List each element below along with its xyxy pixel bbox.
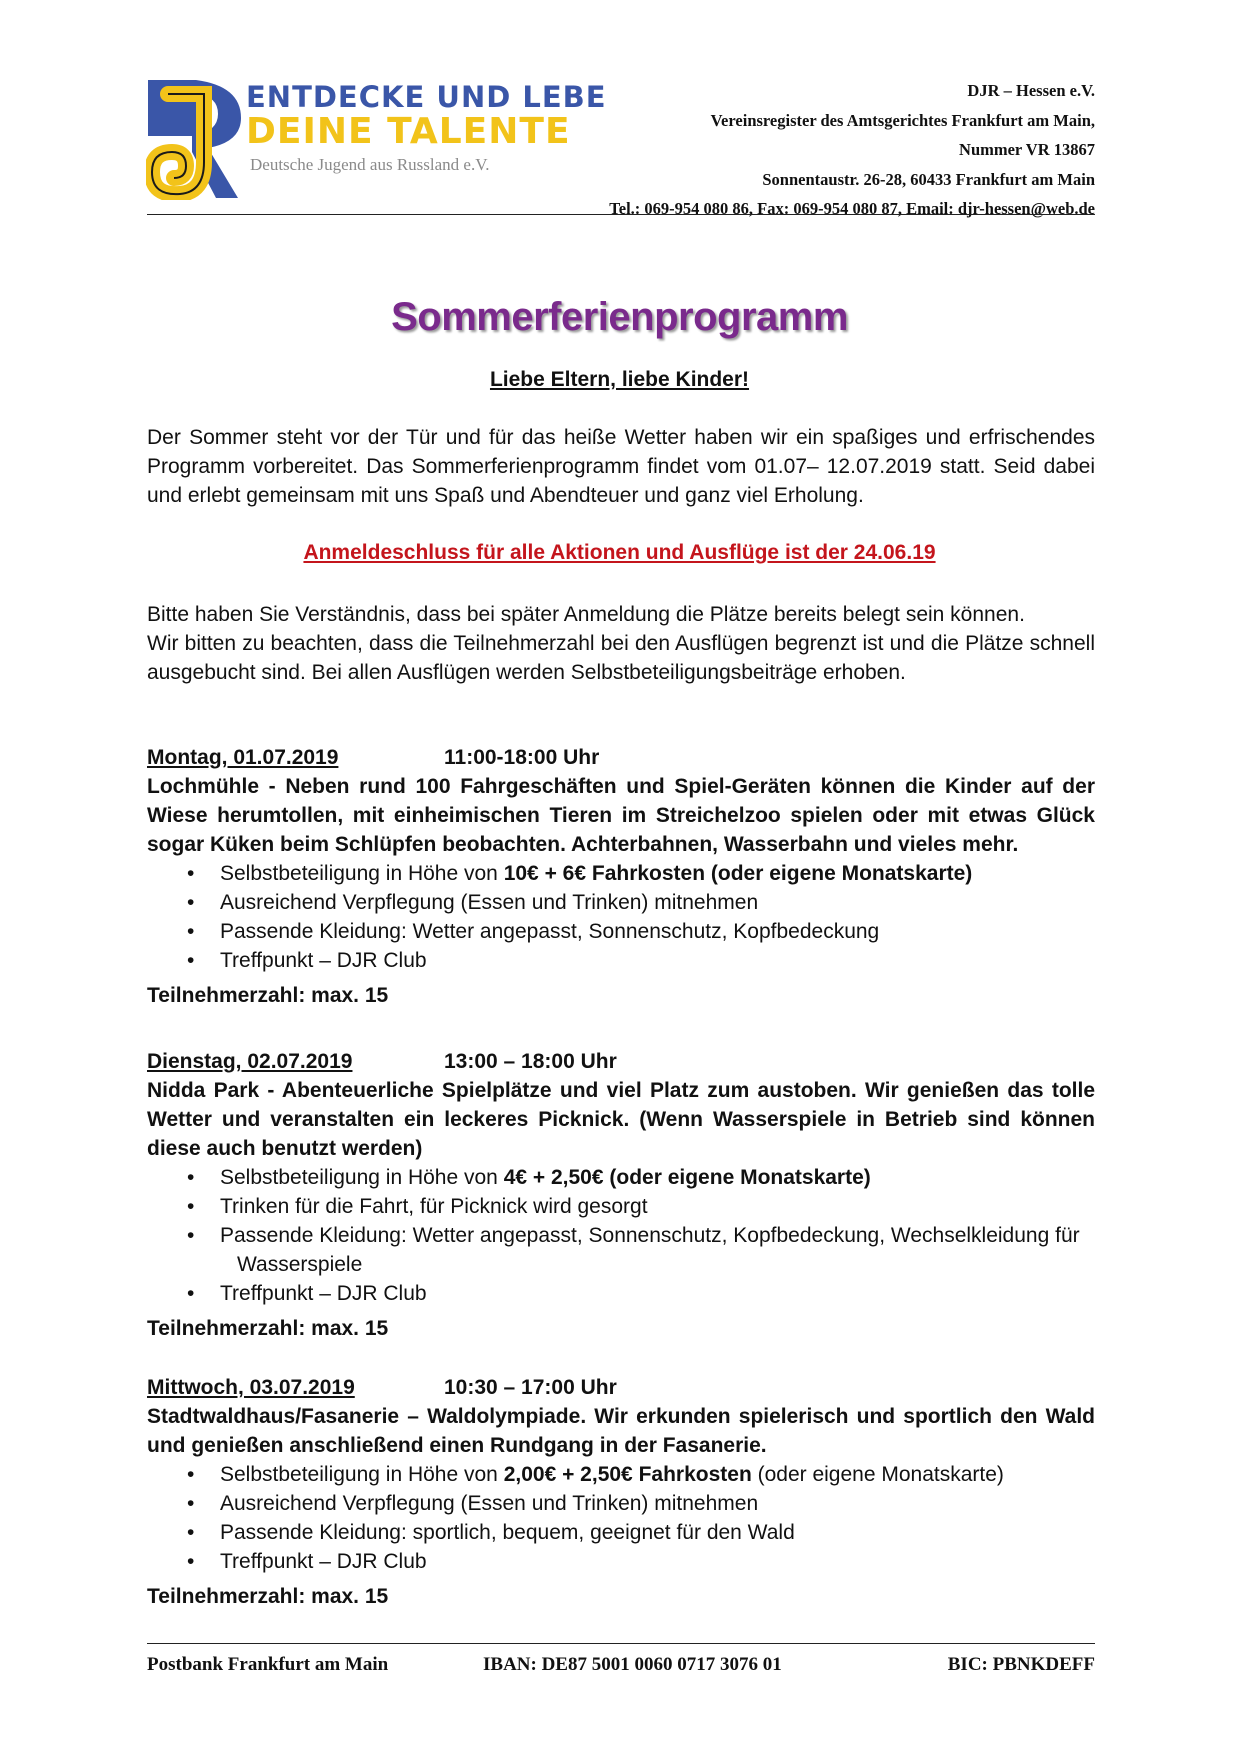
list-item [147, 1192, 1095, 1221]
list-item [147, 1460, 1095, 1489]
djr-logo [146, 80, 607, 200]
participant-limit: Teilnehmerzahl: max. 15 [147, 1585, 389, 1608]
event-monday [147, 743, 1095, 1010]
item-text: Passende Kleidung: sportlich, bequem, geeignet für den Wald [220, 1521, 795, 1544]
bullet-icon: • [187, 862, 195, 885]
event-details-list [147, 1163, 1095, 1308]
event-details-list [147, 1460, 1095, 1576]
notice-paragraph [147, 600, 1095, 687]
bullet-icon: • [187, 1224, 195, 1247]
notice-line: Wir bitten zu beachten, dass die Teilnehmerzahl bei den Ausflügen begrenzt ist und die Plätze schnell ausgebucht sind. Bei allen Ausflügen werden Selbstbeteiligungsbeiträge erhoben. [147, 632, 1095, 684]
logo-slogan-line1: ENTDECKE UND LEBE [246, 80, 607, 114]
bullet-icon: • [187, 1463, 195, 1486]
djr-logo-mark-icon [146, 80, 246, 200]
org-contact: Tel.: 069-954 080 86, Fax: 069-954 080 87, Email: djr-hessen@web.de [609, 199, 1095, 219]
participant-limit: Teilnehmerzahl: max. 15 [147, 1317, 389, 1340]
item-text: Passende Kleidung: Wetter angepasst, Sonnenschutz, Kopfbedeckung, Wechselkleidung für [220, 1224, 1080, 1247]
event-header [147, 743, 1095, 772]
list-item [147, 1518, 1095, 1547]
event-description: Lochmühle - Neben rund 100 Fahrgeschäften und Spiel-Geräten können die Kinder auf der Wiese herumtollen, mit einheimischen Tieren im Streichelzoo spielen oder mit etwas Glück sogar Küken beim Schlüpfen beobachten. Achterbahnen, Wasserbahn und vieles mehr. [147, 775, 1095, 856]
intro-paragraph: Der Sommer steht vor der Tür und für das heiße Wetter haben wir ein spaßiges und erfrischendes Programm vorbereitet. Das Sommerferienprogramm findet vom 01.07– 12.07.2019 statt. Seid dabei und erlebt gemeinsam mit uns Spaß und Abendteuer und ganz viel Erholung. [147, 426, 1095, 507]
list-item [147, 1221, 1095, 1279]
event-date: Mittwoch, 03.07.2019 [147, 1376, 355, 1399]
event-time: 10:30 – 17:00 Uhr [444, 1376, 617, 1399]
logo-slogan-line2: DEINE TALENTE [246, 111, 571, 152]
item-text: Selbstbeteiligung in Höhe von [220, 1463, 504, 1486]
header-divider [147, 214, 1095, 215]
organisation-details [609, 76, 1095, 224]
event-date: Dienstag, 02.07.2019 [147, 1050, 353, 1073]
page-title: Sommerferienprogramm [391, 295, 848, 339]
list-item [147, 1489, 1095, 1518]
item-text: Passende Kleidung: Wetter angepasst, Sonnenschutz, Kopfbedeckung [220, 920, 880, 943]
item-text: Treffpunkt – DJR Club [220, 1282, 427, 1305]
list-item [147, 917, 1095, 946]
list-item [147, 1163, 1095, 1192]
event-time: 13:00 – 18:00 Uhr [444, 1050, 617, 1073]
footer-bic: BIC: PBNKDEFF [947, 1654, 1095, 1675]
bullet-icon: • [187, 1492, 195, 1515]
item-text: Selbstbeteiligung in Höhe von [220, 1166, 504, 1189]
bullet-icon: • [187, 1195, 195, 1218]
item-text: Selbstbeteiligung in Höhe von [220, 862, 504, 885]
event-details-list [147, 859, 1095, 975]
bullet-icon: • [187, 1282, 195, 1305]
item-emphasis: 4€ + 2,50€ (oder eigene Monatskarte) [503, 1166, 871, 1189]
item-text-after: (oder eigene Monatskarte) [751, 1463, 1004, 1486]
org-address: Sonnentaustr. 26-28, 60433 Frankfurt am Main [762, 169, 1095, 189]
event-description: Stadtwaldhaus/Fasanerie – Waldolympiade. Wir erkunden spielerisch und sportlich den Wald und genießen anschließend einen Rundgang in der Fasanerie. [147, 1405, 1095, 1457]
list-item [147, 1547, 1095, 1576]
list-item [147, 888, 1095, 917]
greeting: Liebe Eltern, liebe Kinder! [489, 368, 750, 391]
item-text-continued: Wasserspiele [237, 1253, 363, 1276]
item-emphasis: 2,00€ + 2,50€ Fahrkosten [503, 1463, 752, 1486]
footer-divider [147, 1643, 1095, 1644]
item-text: Treffpunkt – DJR Club [220, 1550, 427, 1573]
bullet-icon: • [187, 891, 195, 914]
org-register-number: Nummer VR 13867 [959, 140, 1095, 160]
item-text: Ausreichend Verpflegung (Essen und Trinken) mitnehmen [220, 891, 759, 914]
bullet-icon: • [187, 1166, 195, 1189]
footer-iban: IBAN: DE87 5001 0060 0717 3076 01 [483, 1654, 782, 1675]
event-header [147, 1373, 1095, 1402]
bullet-icon: • [187, 1521, 195, 1544]
org-name: DJR – Hessen e.V. [967, 81, 1095, 100]
bullet-icon: • [187, 920, 195, 943]
event-tuesday [147, 1047, 1095, 1343]
participant-limit: Teilnehmerzahl: max. 15 [147, 984, 389, 1007]
item-text: Ausreichend Verpflegung (Essen und Trinken) mitnehmen [220, 1492, 759, 1515]
bullet-icon: • [187, 1550, 195, 1573]
event-header [147, 1047, 1095, 1076]
item-text: Treffpunkt – DJR Club [220, 949, 427, 972]
list-item [147, 946, 1095, 975]
event-date: Montag, 01.07.2019 [147, 746, 339, 769]
notice-line: Bitte haben Sie Verständnis, dass bei später Anmeldung die Plätze bereits belegt sein können. [147, 603, 1025, 626]
logo-org-name: Deutsche Jugend aus Russland e.V. [250, 155, 490, 174]
list-item [147, 859, 1095, 888]
org-register: Vereinsregister des Amtsgerichtes Frankfurt am Main, [710, 110, 1095, 130]
event-time: 11:00-18:00 Uhr [444, 746, 600, 769]
item-emphasis: 10€ + 6€ Fahrkosten (oder eigene Monatskarte) [503, 862, 973, 885]
item-text: Trinken für die Fahrt, für Picknick wird gesorgt [220, 1195, 648, 1218]
list-item [147, 1279, 1095, 1308]
footer-bank: Postbank Frankfurt am Main [147, 1654, 389, 1675]
bullet-icon: • [187, 949, 195, 972]
event-wednesday [147, 1373, 1095, 1611]
event-description: Nidda Park - Abenteuerliche Spielplätze und viel Platz zum austoben. Wir genießen das tolle Wetter und veranstalten ein leckeres Picknick. (Wenn Wasserspiele in Betrieb sind können diese auch benutzt werden) [147, 1079, 1095, 1160]
registration-deadline: Anmeldeschluss für alle Aktionen und Ausflüge ist der 24.06.19 [303, 541, 936, 564]
